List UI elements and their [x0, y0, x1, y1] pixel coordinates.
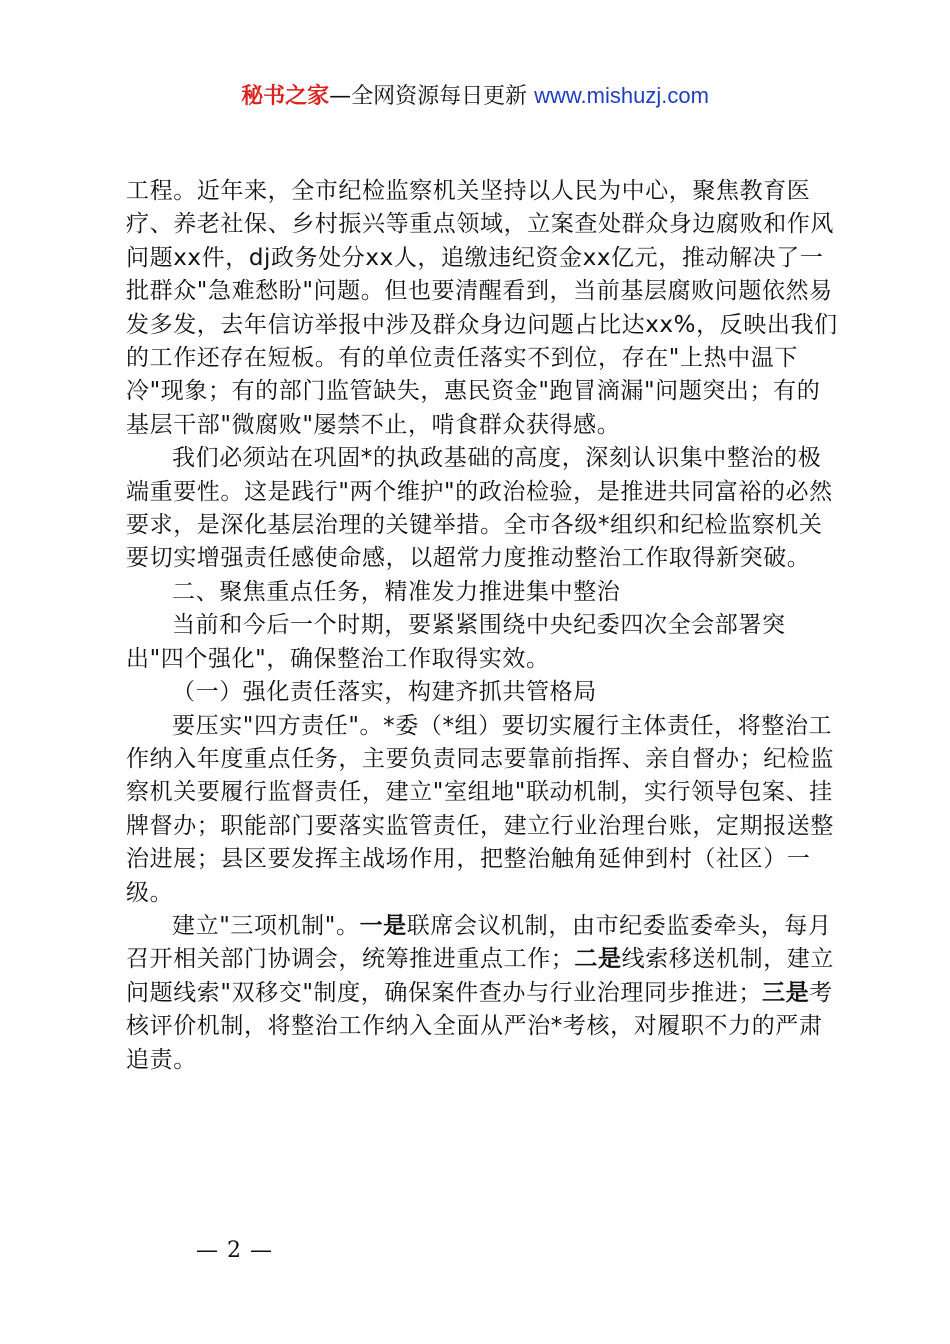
page-number: — 2 —	[196, 1238, 273, 1263]
site-header	[0, 80, 950, 113]
site-slogan: —全网资源每日更新	[329, 84, 528, 109]
site-name: 秘书之家	[241, 84, 330, 109]
document-body	[126, 175, 838, 1077]
mechanism-3-label: 三是	[761, 979, 810, 1006]
paragraph-1: 工程。近年来，全市纪检监察机关坚持以人民为中心，聚焦教育医疗、养老社保、乡村振兴等重点领域，立案查处群众身边腐败和作风问题xx件，dj政务处分xx人，追缴违纪资金xx亿元，推动解决了一批群众"急难愁盼"问题。但也要清醒看到，当前基层腐败问题依然易发多发，去年信访举报中涉及群众身边问题占比达xx%，反映出我们的工作还存在短板。有的单位责任落实不到位，存在"上热中温下冷"现象；有的部门监管缺失，惠民资金"跑冒滴漏"问题突出；有的基层干部"微腐败"屡禁不止，啃食群众获得感。	[126, 178, 838, 438]
mechanism-1-text: 联席会议机制，由市纪委监委牵头，每月召开相关部门协调会，统筹推进重点工作；	[126, 912, 832, 973]
subsection-heading-1: （一）强化责任落实，构建齐抓共管格局	[172, 679, 597, 706]
site-url-link[interactable]: www.mishuzj.com	[534, 83, 709, 108]
mechanism-2-text: 线索移送机制，建立问题线索"双移交"制度，确保案件查办与行业治理同步推进；	[126, 946, 835, 1006]
mechanism-1-label: 一是	[359, 912, 407, 939]
paragraph-2: 我们必须站在巩固*的执政基础的高度，深刻认识集中整治的极端重要性。这是践行"两个维护"的政治检验，是推进共同富裕的必然要求，是深化基层治理的关键举措。全市各级*组织和纪检监察机关要切实增强责任感使命感，以超常力度推动整治工作取得新突破。	[126, 445, 833, 572]
paragraph-5-lead: 建立"三项机制"。	[172, 912, 360, 939]
paragraph-4: 要压实"四方责任"。*委（*组）要切实履行主体责任，将整治工作纳入年度重点任务，主要负责同志要靠前指挥、亲自督办；纪检监察机关要履行监督责任，建立"室组地"联动机制，实行领导包案、挂牌督办；职能部门要落实监管责任，建立行业治理台账，定期报送整治进展；县区要发挥主战场作用，把整治触角延伸到村（社区）一级。	[126, 712, 834, 906]
mechanism-2-label: 二是	[574, 946, 622, 973]
section-heading-2: 二、聚焦重点任务，精准发力推进集中整治	[172, 578, 621, 605]
mechanism-3-text: 考核评价机制，将整治工作纳入全面从严治*考核，对履职不力的严肃追责。	[126, 979, 833, 1073]
paragraph-5	[126, 910, 838, 1077]
paragraph-3: 当前和今后一个时期，要紧紧围绕中央纪委四次全会部署突出"四个强化"，确保整治工作取得实效。	[126, 612, 786, 672]
